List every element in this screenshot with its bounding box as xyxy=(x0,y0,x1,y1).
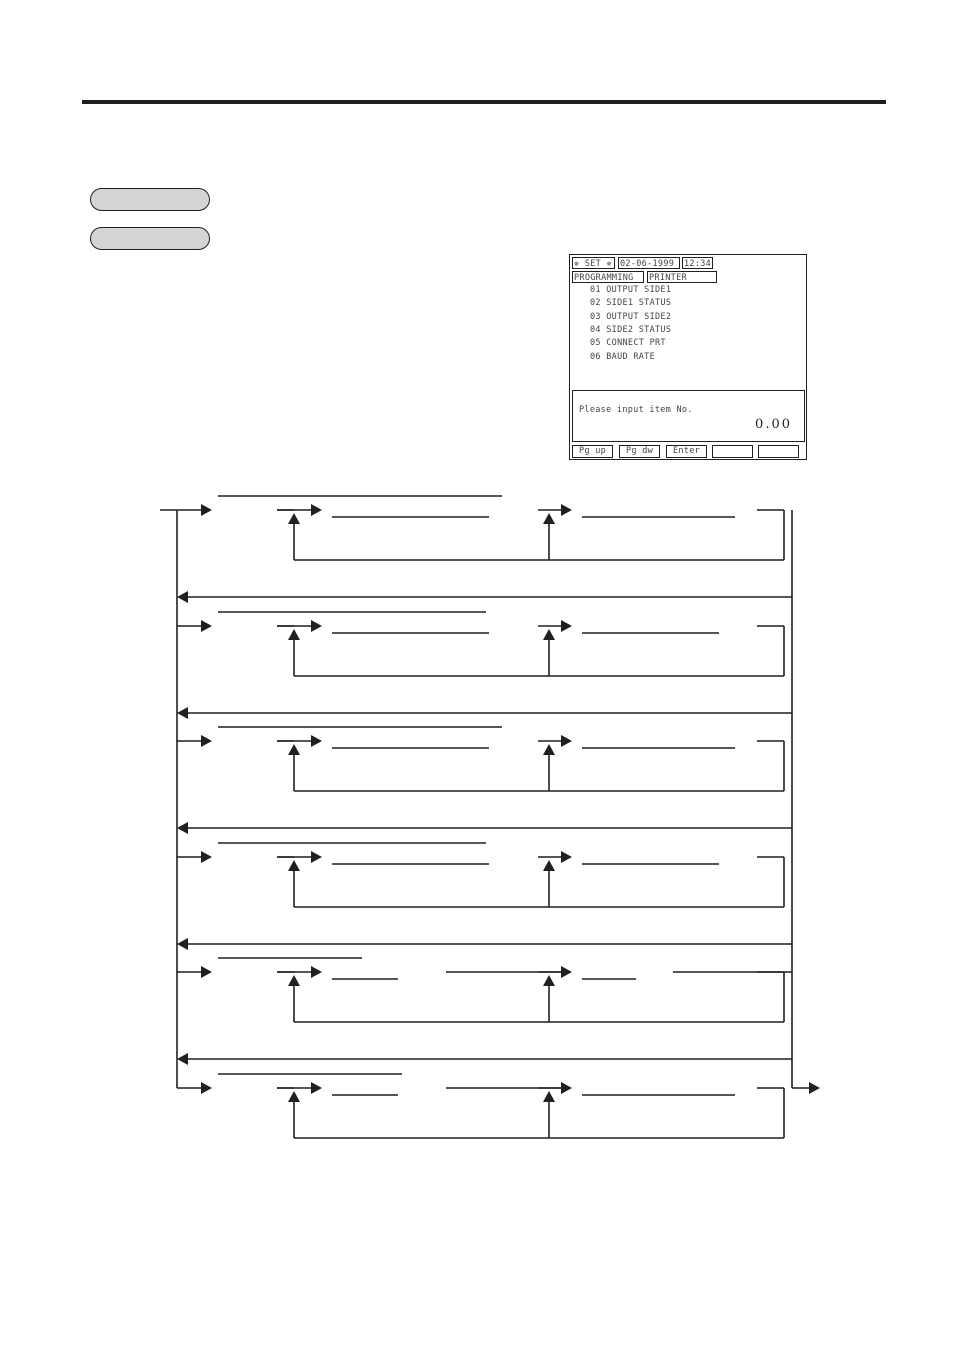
lcd-key-pg-up[interactable]: Pg up xyxy=(572,445,613,458)
lcd-item: 06 BAUD RATE xyxy=(590,352,656,362)
arrow-right xyxy=(809,1082,820,1094)
arrow-up xyxy=(543,860,555,871)
flowchart-lines xyxy=(160,496,810,1138)
arrow-right xyxy=(561,851,572,863)
arrow-left xyxy=(177,938,188,950)
lcd-value: 0.00 xyxy=(755,417,792,432)
arrow-left xyxy=(177,707,188,719)
lcd-item: 01 OUTPUT SIDE1 xyxy=(590,285,672,295)
arrow-right xyxy=(311,1082,322,1094)
lcd-submenu: PRINTER xyxy=(647,271,717,283)
lcd-item: 04 SIDE2 STATUS xyxy=(590,325,672,335)
arrow-up xyxy=(288,744,300,755)
arrow-right xyxy=(201,966,212,978)
arrow-up xyxy=(543,975,555,986)
lcd-item: 05 CONNECT PRT xyxy=(590,338,666,348)
arrow-right xyxy=(201,851,212,863)
lcd-time: 12:34 xyxy=(684,259,712,269)
arrow-right xyxy=(561,620,572,632)
lcd-date: 02-06-1999 xyxy=(618,257,680,269)
arrow-left xyxy=(177,822,188,834)
arrow-left xyxy=(177,591,188,603)
arrow-up xyxy=(288,975,300,986)
arrow-right xyxy=(311,504,322,516)
arrow-right xyxy=(201,504,212,516)
flowchart-arrows xyxy=(177,504,820,1102)
lcd-menu: PROGRAMMING xyxy=(572,271,644,283)
arrow-right xyxy=(561,735,572,747)
lcd-item: 02 SIDE1 STATUS xyxy=(590,298,672,308)
arrow-up xyxy=(543,629,555,640)
arrow-up xyxy=(288,513,300,524)
arrow-right xyxy=(311,966,322,978)
arrow-up xyxy=(543,513,555,524)
arrow-up xyxy=(543,744,555,755)
arrow-up xyxy=(288,1091,300,1102)
arrow-up xyxy=(288,860,300,871)
arrow-right xyxy=(201,620,212,632)
arrow-right xyxy=(201,1082,212,1094)
lcd-key-enter[interactable]: Enter xyxy=(666,445,707,458)
arrow-right xyxy=(561,966,572,978)
arrow-right xyxy=(201,735,212,747)
lcd-item: 03 OUTPUT SIDE2 xyxy=(590,312,672,322)
arrow-right xyxy=(561,1082,572,1094)
arrow-right xyxy=(561,504,572,516)
lcd-prompt: Please input item No. xyxy=(579,405,693,415)
arrow-up xyxy=(543,1091,555,1102)
arrow-up xyxy=(288,629,300,640)
lcd-key-pg-dw[interactable]: Pg dw xyxy=(619,445,660,458)
lcd-mode: ✵ SET ✵ xyxy=(572,257,615,269)
arrow-right xyxy=(311,851,322,863)
arrow-right xyxy=(311,735,322,747)
arrow-right xyxy=(311,620,322,632)
arrow-left xyxy=(177,1053,188,1065)
